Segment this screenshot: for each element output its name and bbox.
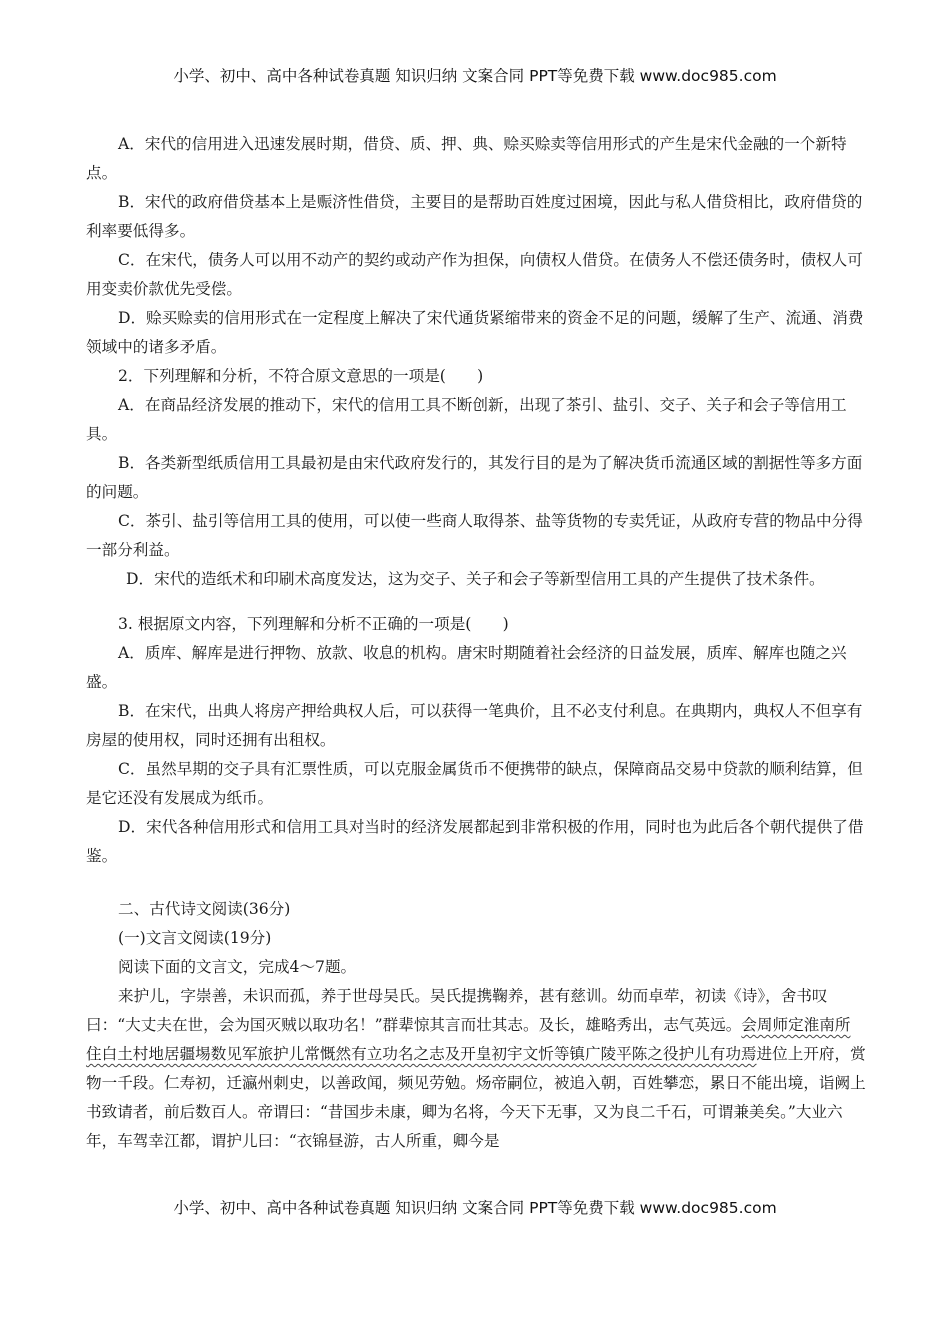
- classical-text-part1: 来护儿，字崇善，未识而孤，养于世母吴氏。吴氏提携鞠养，甚有慈训。幼而卓荦，初读《诗》，舍书叹曰：“大丈夫在世，会为国灭贼以取功名！”群辈惊其言而壮其志。及长，雄略秀出，志气英远。: [86, 987, 828, 1034]
- q3-option-d: D．宋代各种信用形式和信用工具对当时的经济发展都起到非常积极的作用，同时也为此后各个朝代提供了借鉴。: [86, 818, 864, 865]
- q1-option-a: A．宋代的信用进入迅速发展时期，借贷、质、押、典、赊买赊卖等信用形式的产生是宋代金融的一个新特点。: [86, 135, 847, 182]
- q1-option-d: D．赊买赊卖的信用形式在一定程度上解决了宋代通货紧缩带来的资金不足的问题，缓解了生产、流通、消费领域中的诸多矛盾。: [86, 309, 864, 356]
- q2-stem: 2．下列理解和分析，不符合原文意思的一项是( ): [118, 367, 484, 385]
- section-title: 二、古代诗文阅读(36分): [118, 900, 291, 918]
- spacer: [86, 594, 866, 610]
- document-body: [86, 130, 866, 1156]
- q3-option-b: B．在宋代，出典人将房产押给典权人后，可以获得一笔典价，且不必支付利息。在典期内，典权人不但享有房屋的使用权，同时还拥有出租权。: [86, 702, 863, 749]
- subsection-title: (一)文言文阅读(19分): [118, 929, 272, 947]
- classical-text: [86, 982, 866, 1156]
- q3-stem: 3. 根据原文内容，下列理解和分析不正确的一项是( ): [118, 615, 509, 633]
- instruction: 阅读下面的文言文，完成4～7题。: [118, 958, 357, 976]
- q2-option-b: B．各类新型纸质信用工具最初是由宋代政府发行的，其发行目的是为了解决货币流通区域的割据性等多方面的问题。: [86, 454, 863, 501]
- q3-option-c: C．虽然早期的交子具有汇票性质，可以克服金属货币不便携带的缺点，保障商品交易中贷款的顺利结算，但是它还没有发展成为纸币。: [86, 760, 863, 807]
- q2-option-c: C．茶引、盐引等信用工具的使用，可以使一些商人取得茶、盐等货物的专卖凭证，从政府专营的物品中分得一部分利益。: [86, 512, 863, 559]
- q1-option-c: C．在宋代，债务人可以用不动产的契约或动产作为担保，向债权人借贷。在债务人不偿还债务时，债权人可用变卖价款优先受偿。: [86, 251, 863, 298]
- wavy-underlined-passage: 会周师定淮南所住白土村地居疆埸数见军旅护儿常慨然有立功名之志及开皇初宇文忻等镇广陵平陈之役护儿有功焉: [86, 1016, 851, 1063]
- q2-option-d: D．宋代的造纸术和印刷术高度发达，这为交子、关子和会子等新型信用工具的产生提供了技术条件。: [126, 570, 825, 588]
- q1-option-b: B．宋代的政府借贷基本上是赈济性借贷，主要目的是帮助百姓度过困境，因此与私人借贷相比，政府借贷的利率要低得多。: [86, 193, 863, 240]
- page-header: 小学、初中、高中各种试卷真题 知识归纳 文案合同 PPT等免费下载 www.doc985.com: [173, 67, 777, 85]
- q2-option-a: A．在商品经济发展的推动下，宋代的信用工具不断创新，出现了茶引、盐引、交子、关子和会子等信用工具。: [86, 396, 847, 443]
- classical-text-part3: 进位上开府，赏物一千段。仁寿初，迁瀛州刺史，以善政闻，频见劳勉。炀帝嗣位，被追入朝，百姓攀恋，累日不能出境，诣阙上书致请者，前后数百人。帝谓曰：“昔国步未康，卿为名将，今天下无事，又为良二千石，可谓兼美矣。”大业六年，车驾幸江都，谓护儿曰：“衣锦昼游，古人所重，卿今是: [86, 1045, 866, 1150]
- page-footer: 小学、初中、高中各种试卷真题 知识归纳 文案合同 PPT等免费下载 www.doc985.com: [173, 1199, 777, 1217]
- spacer: [86, 871, 866, 895]
- q3-option-a: A．质库、解库是进行押物、放款、收息的机构。唐宋时期随着社会经济的日益发展，质库、解库也随之兴盛。: [86, 644, 847, 691]
